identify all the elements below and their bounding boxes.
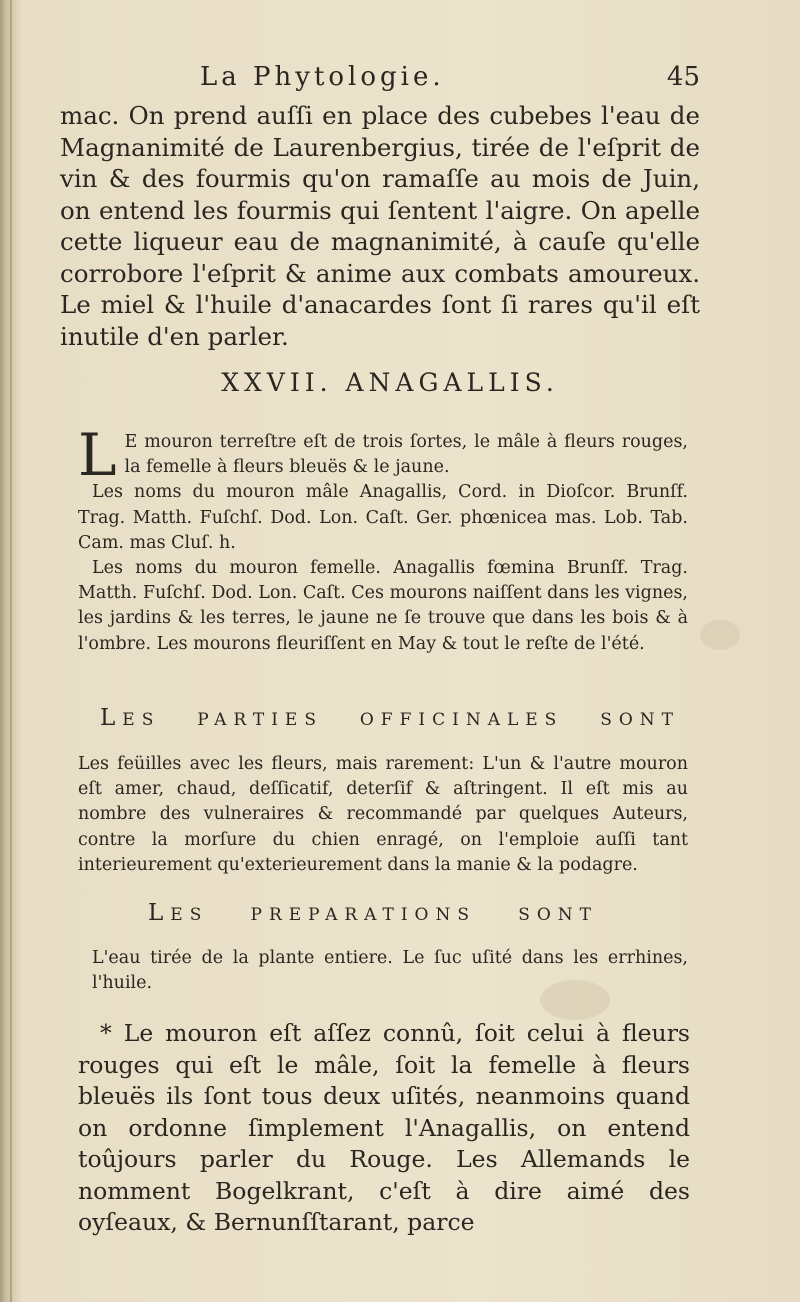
section-title: XXVII. ANAGALLIS. <box>221 368 559 397</box>
anagallis-intro-text: E mouron terreſtre eſt de trois ſortes, le mâle à fleurs rouges, la femelle à fleurs bleuës & le jaune. <box>124 432 688 478</box>
preparations-heading <box>148 900 598 926</box>
running-title: La Phytologie. <box>200 62 445 92</box>
female-names: Les noms du mouron femelle. Anagallis fœmina Brunſf. Trag. Matth. Fuſchſ. Dod. Lon. Caſt. Ces mourons naiſſent dans les vignes, les jardins & les terres, le jaune ne ſe trouve que dans les bois & à l'ombre. Les mourons fleuriſſent en May & tout le reſte de l'été. <box>78 558 688 654</box>
preparations-section <box>92 946 688 996</box>
note-paragraph-text: * Le mouron eſt aſſez connû, ſoit celui à fleurs rouges qui eſt le mâle, ſoit la femelle à fleurs bleuës ils ſont tous deux uſités, neanmoins quand on ordonne ſimplement l'Anagallis, on entend toûjours parler du Rouge. Les Allemands le nomment Bogelkrant, c'eſt à dire aimé des oyſeaux, & Bernunſſtarant, parce <box>78 1019 690 1236</box>
page-gutter <box>10 0 12 1302</box>
page-number: 45 <box>666 62 700 92</box>
male-names: Les noms du mouron mâle Anagallis, Cord. in Dioſcor. Brunſf. Trag. Matth. Fuſchſ. Dod. Lon. Caſt. Ger. phœnicea mas. Lob. Tab. Cam. mas Cluſ. h. <box>78 482 688 553</box>
paper-stain <box>700 620 740 650</box>
parties-section <box>78 752 688 878</box>
top-paragraph <box>60 100 700 352</box>
running-header <box>200 62 700 92</box>
anagallis-section <box>78 421 688 657</box>
preparations-text: L'eau tirée de la plante entiere. Le ſuc uſité dans les errhines, l'huile. <box>92 948 688 994</box>
parties-heading <box>100 705 680 731</box>
top-paragraph-text: mac. On prend auſſi en place des cubebes l'eau de Magnanimité de Laurenbergius, tirée de l'eſprit de vin & des fourmis qu'on ramaſſe au mois de Juin, on entend les fourmis qui ſentent l'aigre. On apelle cette liqueur eau de magnanimité, à cauſe qu'elle corrobore l'eſprit & anime aux combats amoureux. Le miel & l'huile d'anacardes ſont ſi rares qu'il eſt inutile d'en parler. <box>60 101 700 351</box>
parties-text: Les feüilles avec les fleurs, mais rarement: L'un & l'autre mouron eſt amer, chaud, deſſicatif, deterſif & aſtringent. Il eſt mis au nombre des vulneraires & recommandé par quelques Auteurs, contre la morſure du chien enragé, on l'emploie auſſi tant interieurement qu'exterieurement dans la manie & la podagre. <box>78 754 688 875</box>
anagallis-intro <box>78 421 688 489</box>
parties-heading-text: ES PARTIES OFFICINALES SONT <box>122 710 680 730</box>
preparations-heading-text: ES PREPARATIONS SONT <box>170 905 598 925</box>
drop-cap: L <box>78 421 117 489</box>
preparations-heading-cap: L <box>148 900 171 926</box>
note-paragraph <box>78 1018 690 1239</box>
parties-heading-cap: L <box>100 705 123 731</box>
